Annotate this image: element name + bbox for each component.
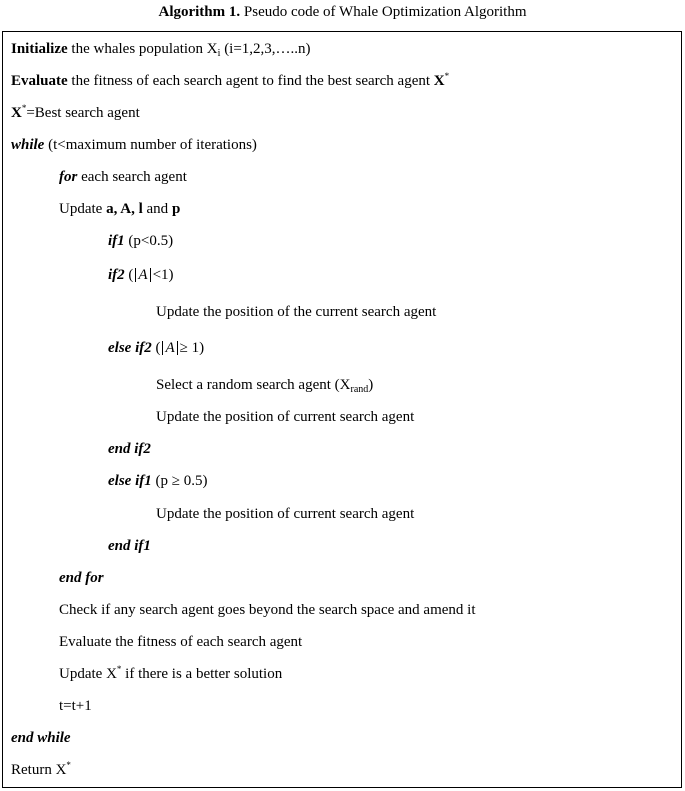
line-end-if1: end if1	[108, 538, 151, 554]
line-if2: if2 ( A <1)	[108, 267, 174, 283]
line-else-if2: else if2 ( A ≥ 1)	[108, 340, 205, 356]
caption-text: Pseudo code of Whale Optimization Algorithm	[240, 4, 527, 20]
line-initialize: Initialize the whales population $X_i$ (i=1,2,3,…..n)	[11, 41, 311, 59]
line-end-while: end while	[11, 730, 71, 746]
line-for: for each search agent	[59, 169, 187, 185]
line-check-bounds: Check if any search agent goes beyond the search space and amend it	[59, 602, 476, 618]
line-update-xstar: Update X* if there is a better solution	[59, 664, 283, 682]
line-update-position-2: Update the position of current search agent	[156, 506, 415, 522]
line-update-position-current: Update the position of the current search agent	[156, 304, 437, 320]
line-best-agent: X*=Best search agent	[11, 103, 140, 121]
line-if1: if1 (p<0.5)	[108, 233, 174, 249]
algorithm-caption	[0, 3, 685, 21]
line-evaluate-fitness: Evaluate the fitness of each search agent	[59, 634, 303, 650]
line-else-if1: else if1 (p ≥ 0.5)	[108, 473, 208, 489]
line-update-position-1: Update the position of current search agent	[156, 409, 415, 425]
line-end-if2: end if2	[108, 441, 151, 457]
line-return: Return X*	[11, 760, 71, 778]
line-increment-t: t=t+1	[59, 698, 92, 714]
line-select-random: Select a random search agent $(X_{rand})$	[156, 377, 374, 395]
line-end-for: end for	[59, 570, 104, 586]
caption-label: Algorithm 1.	[158, 4, 241, 20]
line-while: while (t<maximum number of iterations)	[11, 137, 257, 153]
line-update-params: Update a, A, l and p	[59, 201, 181, 217]
line-evaluate: Evaluate the fitness of each search agent to find the best search agent X*	[11, 71, 450, 89]
